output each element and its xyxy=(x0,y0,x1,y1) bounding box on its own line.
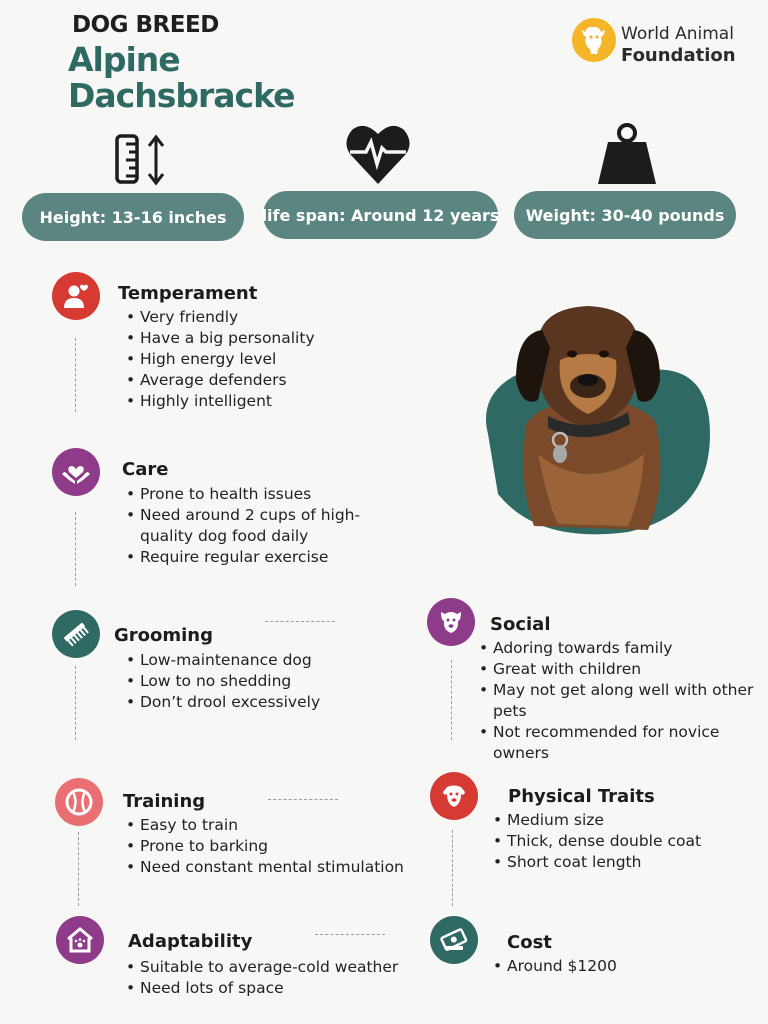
list-item: • Prone to barking xyxy=(124,836,424,857)
list-item: • Low-maintenance dog xyxy=(124,650,404,671)
list-item: • Highly intelligent xyxy=(124,391,404,412)
temperament-list xyxy=(124,307,404,412)
breed-name-line2: Dachsbracke xyxy=(68,76,295,115)
cost-list xyxy=(491,956,691,977)
list-item: • Around $1200 xyxy=(491,956,691,977)
adaptability-list xyxy=(124,957,424,999)
list-item: • Not recommended for novice owners xyxy=(477,722,763,764)
breed-name xyxy=(68,42,328,114)
connector-line xyxy=(75,338,76,412)
list-item: • Medium size xyxy=(491,810,751,831)
temperament-title: Temperament xyxy=(118,283,258,304)
connector-line xyxy=(315,934,385,935)
logo-line2: Foundation xyxy=(621,45,736,66)
connector-line xyxy=(75,512,76,586)
list-item: • Very friendly xyxy=(124,307,404,328)
dog-face-icon xyxy=(430,772,478,820)
kicker-title: DOG BREED xyxy=(72,12,219,38)
list-item: • Require regular exercise xyxy=(124,547,386,568)
physical-traits-title: Physical Traits xyxy=(508,786,655,807)
list-item: • Need constant mental stimulation xyxy=(124,857,424,878)
connector-line xyxy=(452,830,453,906)
list-item: • Prone to health issues xyxy=(124,484,386,505)
connector-line xyxy=(78,832,79,906)
list-item: • Have a big personality xyxy=(124,328,404,349)
list-item: • Suitable to average-cold weather xyxy=(124,957,424,978)
list-item: • Thick, dense double coat xyxy=(491,831,751,852)
grooming-title: Grooming xyxy=(114,625,214,646)
weight-icon xyxy=(594,122,660,190)
social-list xyxy=(477,638,763,764)
dog-social-icon xyxy=(427,598,475,646)
height-pill: Height: 13-16 inches xyxy=(22,193,244,241)
list-item: • May not get along well with other pets xyxy=(477,680,763,722)
training-list xyxy=(124,815,424,878)
adaptability-title: Adaptability xyxy=(128,931,253,952)
weight-pill: Weight: 30-40 pounds xyxy=(514,191,736,239)
money-icon xyxy=(430,916,478,964)
heart-hands-icon xyxy=(52,448,100,496)
grooming-list xyxy=(124,650,404,713)
list-item: • Average defenders xyxy=(124,370,404,391)
heartbeat-icon xyxy=(344,122,412,190)
list-item: • Don’t drool excessively xyxy=(124,692,404,713)
connector-line xyxy=(75,666,76,740)
ruler-height-icon xyxy=(114,134,168,190)
dog-house-icon xyxy=(56,916,104,964)
list-item: • Great with children xyxy=(477,659,763,680)
physical-traits-list xyxy=(491,810,751,873)
list-item: • High energy level xyxy=(124,349,404,370)
connector-line xyxy=(265,621,335,622)
care-list xyxy=(124,484,386,568)
connector-line xyxy=(268,799,338,800)
dog-photo xyxy=(478,304,714,536)
comb-icon xyxy=(52,610,100,658)
list-item: • Short coat length xyxy=(491,852,751,873)
logo-line1: World Animal xyxy=(621,24,734,44)
lifespan-pill: life span: Around 12 years xyxy=(263,191,498,239)
training-title: Training xyxy=(123,791,206,812)
care-title: Care xyxy=(122,459,169,480)
list-item: • Need around 2 cups of high-quality dog food daily xyxy=(124,505,386,547)
list-item: • Easy to train xyxy=(124,815,424,836)
list-item: • Low to no shedding xyxy=(124,671,404,692)
breed-name-line1: Alpine xyxy=(68,40,180,79)
connector-line xyxy=(451,660,452,740)
list-item: • Adoring towards family xyxy=(477,638,763,659)
social-title: Social xyxy=(490,614,551,635)
person-heart-icon xyxy=(52,272,100,320)
cost-title: Cost xyxy=(507,932,552,953)
list-item: • Need lots of space xyxy=(124,978,424,999)
dog-logo-icon xyxy=(572,18,616,62)
ball-icon xyxy=(55,778,103,826)
foundation-logo xyxy=(572,18,748,72)
